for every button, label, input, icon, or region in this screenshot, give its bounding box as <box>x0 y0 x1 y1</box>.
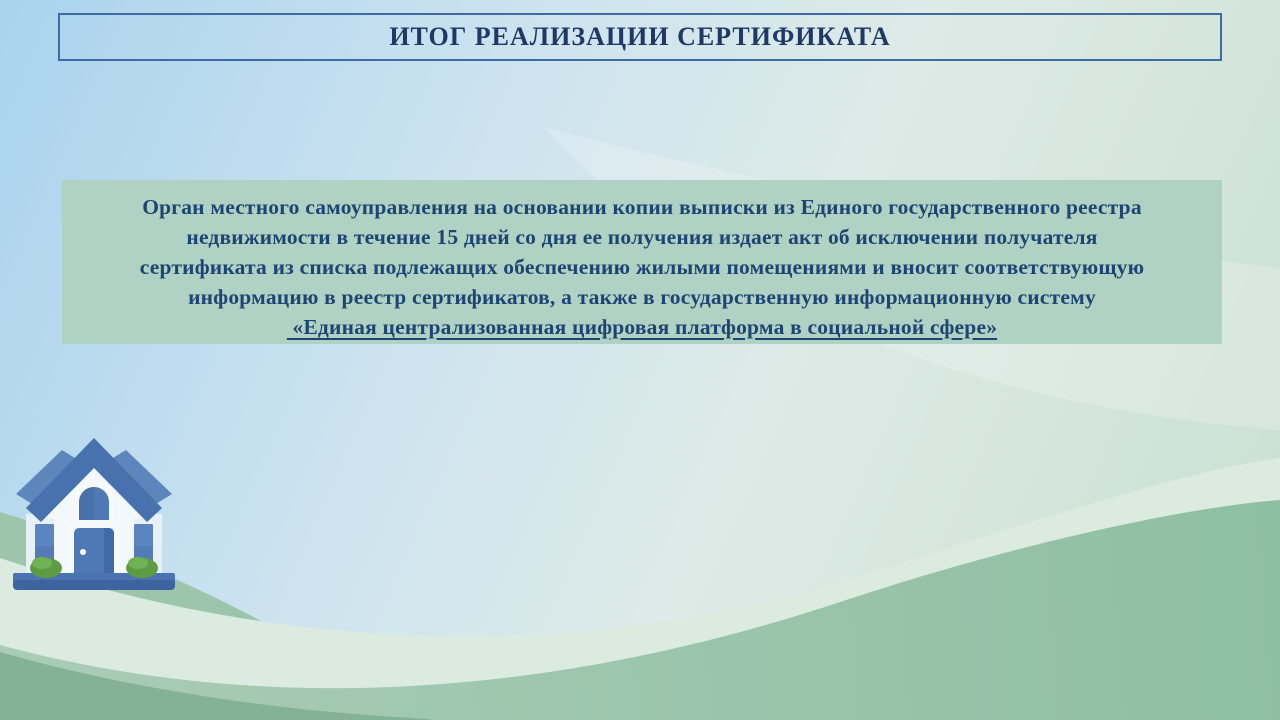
bush-right-highlight <box>128 557 148 569</box>
house-door-knob <box>80 549 86 555</box>
slide-title: ИТОГ РЕАЛИЗАЦИИ СЕРТИФИКАТА <box>389 22 891 51</box>
body-text-line: информацию в реестр сертификатов, а также в государственную информационную систему <box>188 285 1096 309</box>
title-box <box>58 13 1222 61</box>
house-door-shade <box>104 528 114 578</box>
body-text-line: недвижимости в течение 15 дней со дня ее получения издает акт об исключении получателя <box>186 225 1098 249</box>
body-text-line: Орган местного самоуправления на основании копии выписки из Единого государственного реестра <box>142 195 1142 219</box>
house-icon-svg <box>8 428 180 600</box>
body-text-line: сертификата из списка подлежащих обеспечению жилыми помещениями и вносит соответствующую <box>139 255 1145 279</box>
house-base-shadow <box>13 580 175 590</box>
body-text-box <box>62 180 1222 344</box>
platform-link[interactable]: «Единая централизованная цифровая платформа в социальной сфере» <box>286 315 998 339</box>
house-icon <box>8 428 180 600</box>
body-text-line <box>62 312 1222 342</box>
bush-left-highlight <box>32 557 52 569</box>
